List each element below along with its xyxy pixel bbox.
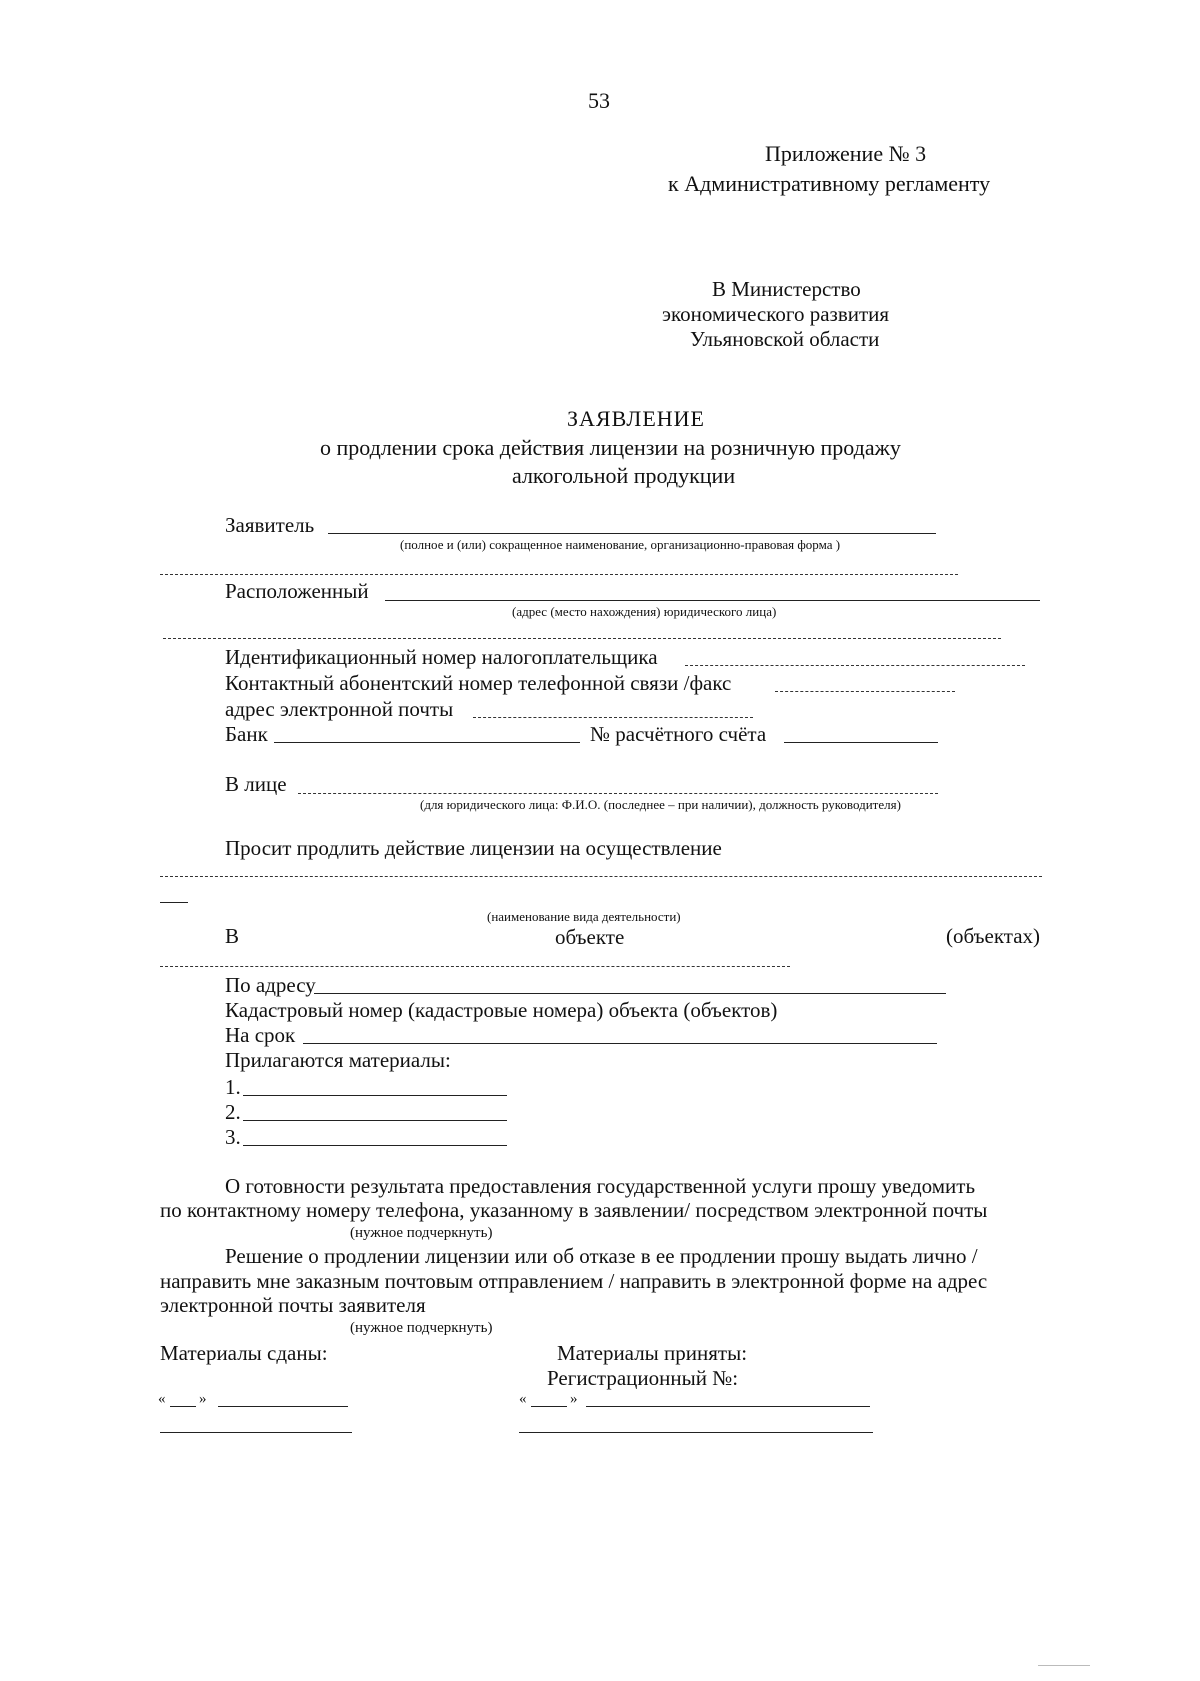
left-date-month-line[interactable]	[218, 1406, 348, 1407]
located-line-2[interactable]	[163, 638, 1001, 639]
document-title: ЗАЯВЛЕНИЕ	[567, 406, 705, 431]
attached-item-3: 3.	[225, 1125, 241, 1149]
applicant-hint: (полное и (или) сокращенное наименование, организационно-правовая форма )	[400, 537, 841, 552]
activity-hint: (наименование вида деятельности)	[487, 909, 681, 924]
appendix-line1: Приложение № 3	[765, 141, 927, 166]
right-date-open-quote: «	[519, 1391, 527, 1407]
document-subtitle-line1: о продлении срока действия лицензии на розничную продажу	[320, 435, 901, 460]
located-label: Расположенный	[225, 579, 369, 603]
notice-p2-line2: направить мне заказным почтовым отправлением / направить в электронной форме на адрес	[160, 1269, 988, 1293]
located-line[interactable]	[385, 600, 1040, 601]
notice-p1-hint: (нужное подчеркнуть)	[350, 1225, 493, 1241]
email-label: адрес электронной почты	[225, 697, 454, 721]
request-label: Просит продлить действие лицензии на осуществление	[225, 836, 722, 860]
registration-label: Регистрационный №:	[547, 1366, 739, 1390]
appendix-line2: к Административному регламенту	[668, 171, 991, 196]
addressee-line1: В Министерство	[712, 277, 861, 301]
addressee-line2: экономического развития	[662, 302, 890, 326]
objects-label: (объектах)	[946, 924, 1041, 948]
inn-line[interactable]	[685, 665, 1025, 666]
activity-line[interactable]	[160, 876, 1042, 877]
notice-p1-line1: О готовности результата предоставления государственной услуги прошу уведомить	[225, 1174, 976, 1198]
attached-line-2[interactable]	[243, 1120, 507, 1121]
address-label: По адресу	[225, 973, 316, 997]
notice-p1-line2: по контактному номеру телефона, указанному в заявлении/ посредством электронной почты	[160, 1198, 988, 1222]
located-hint: (адрес (место нахождения) юридического лица)	[512, 604, 777, 619]
attached-line-1[interactable]	[243, 1095, 507, 1096]
left-signature-line[interactable]	[160, 1432, 352, 1433]
addressee-line3: Ульяновской области	[690, 327, 880, 351]
activity-line-stub	[160, 902, 188, 903]
term-line[interactable]	[303, 1043, 937, 1044]
notice-p2-hint: (нужное подчеркнуть)	[350, 1320, 493, 1336]
right-date-month-line[interactable]	[586, 1406, 870, 1407]
phone-label: Контактный абонентский номер телефонной связи /факс	[225, 671, 732, 695]
document-subtitle-line2: алкогольной продукции	[512, 463, 736, 488]
account-line[interactable]	[784, 742, 938, 743]
page-number: 53	[588, 88, 610, 113]
notice-p2-line1: Решение о продлении лицензии или об отказе в ее продлении прошу выдать лично /	[225, 1244, 978, 1268]
in-label: В	[225, 924, 240, 948]
attached-label: Прилагаются материалы:	[225, 1048, 451, 1072]
object-line[interactable]	[160, 966, 790, 967]
account-label: № расчётного счёта	[590, 722, 767, 746]
bank-label: Банк	[225, 722, 268, 746]
right-signature-line[interactable]	[519, 1432, 873, 1433]
applicant-line[interactable]	[328, 533, 936, 534]
person-hint: (для юридического лица: Ф.И.О. (последнее – при наличии), должность руководителя)	[420, 797, 901, 812]
applicant-line-2[interactable]	[160, 574, 958, 575]
inn-label: Идентификационный номер налогоплательщика	[225, 645, 658, 669]
bank-line[interactable]	[274, 742, 580, 743]
accepted-label: Материалы приняты:	[557, 1341, 748, 1365]
address-line[interactable]	[314, 993, 946, 994]
applicant-label: Заявитель	[225, 513, 315, 537]
left-date-close-quote: »	[199, 1391, 207, 1407]
person-line[interactable]	[298, 793, 938, 794]
person-label: В лице	[225, 772, 287, 796]
right-date-close-quote: »	[570, 1391, 578, 1407]
attached-line-3[interactable]	[243, 1145, 507, 1146]
right-date-day-line[interactable]	[531, 1406, 567, 1407]
bottom-mark	[1038, 1665, 1090, 1666]
phone-line[interactable]	[775, 691, 955, 692]
left-date-day-line[interactable]	[170, 1406, 196, 1407]
attached-item-1: 1.	[225, 1075, 241, 1099]
email-line[interactable]	[473, 717, 753, 718]
cadastral-label: Кадастровый номер (кадастровые номера) объекта (объектов)	[225, 998, 778, 1022]
notice-p2-line3: электронной почты заявителя	[160, 1293, 426, 1317]
attached-item-2: 2.	[225, 1100, 241, 1124]
object-label: объекте	[555, 925, 625, 949]
submitted-label: Материалы сданы:	[160, 1341, 328, 1365]
term-label: На срок	[225, 1023, 296, 1047]
left-date-open-quote: «	[158, 1391, 166, 1407]
